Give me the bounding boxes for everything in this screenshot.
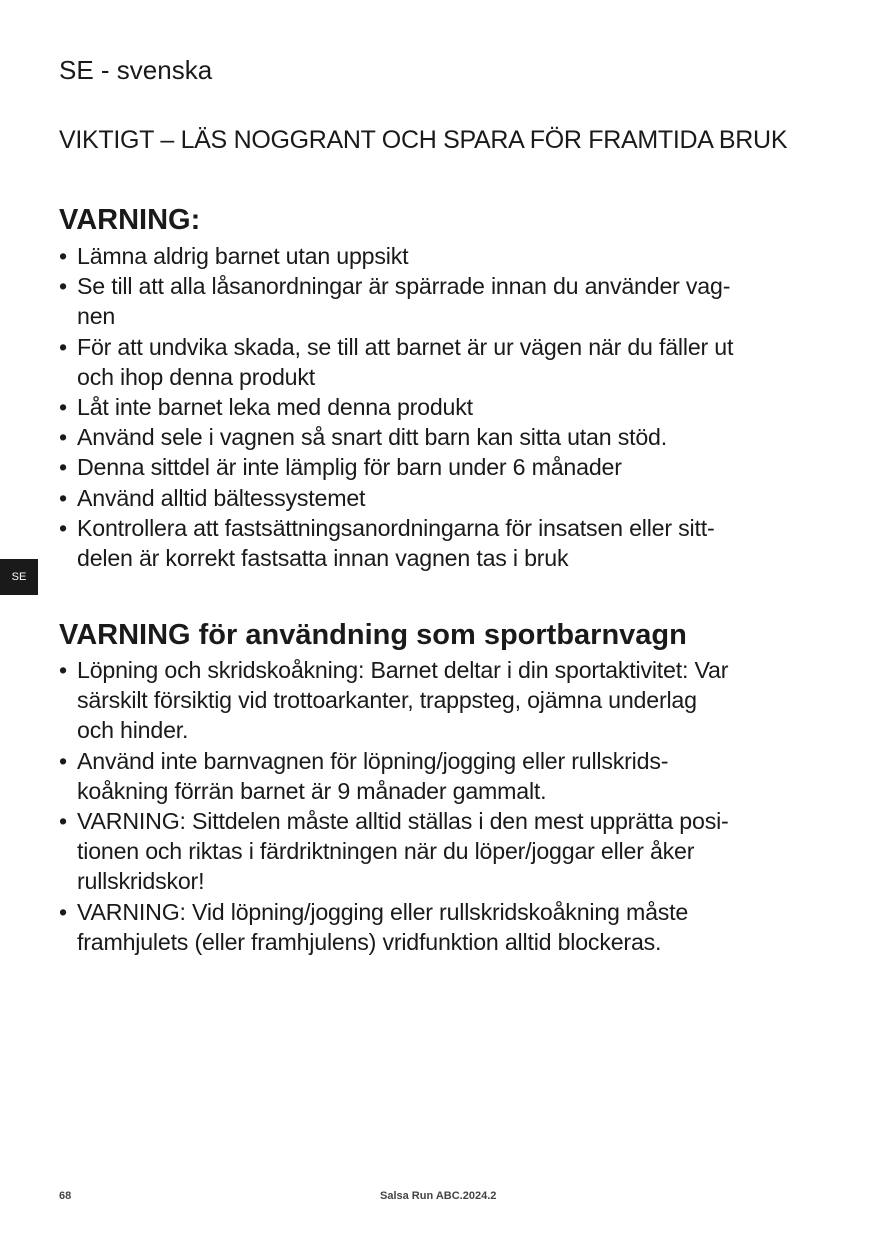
list-item-text: Låt inte barnet leka med denna produkt (77, 394, 473, 421)
list-item-text: Använd inte barnvagnen för löpning/jogging eller rullskrids- koåkning förrän barnet är 9 månader gammalt. (77, 747, 669, 804)
bullet-icon: • (59, 394, 67, 421)
language-title: SE - svenska (59, 55, 213, 85)
list-item (59, 241, 819, 271)
list-item-text: Löpning och skridskoåkning: Barnet deltar i din sportaktivitet: Var särskilt försiktig vid trottoarkanter, trappsteg, ojämna underlag och hinder. (77, 657, 729, 744)
list-item (59, 513, 819, 573)
bullet-icon: • (59, 424, 67, 451)
bullet-icon: • (59, 898, 67, 925)
page-number: 68 (59, 1190, 72, 1202)
list-item (59, 392, 819, 422)
list-item-text: VARNING: Sittdelen måste alltid ställas i den mest upprätta posi- tionen och riktas i färdriktningen när du löper/joggar eller åker rullskridskor! (77, 808, 729, 895)
list-item (59, 897, 819, 957)
list-item (59, 271, 819, 331)
list-item-text: Lämna aldrig barnet utan uppsikt (77, 243, 409, 269)
bullet-icon: • (59, 514, 67, 541)
bullet-icon: • (59, 484, 67, 511)
product-code: Salsa Run ABC.2024.2 (380, 1190, 497, 1202)
warning-list (59, 241, 819, 573)
list-item-text: Se till att alla låsanordningar är spärrade innan du använder vag- nen (77, 273, 731, 330)
bullet-icon: • (59, 333, 67, 360)
list-item-text: För att undvika skada, se till att barnet är ur vägen när du fäller ut och ihop denna produkt (77, 333, 734, 390)
bullet-icon: • (59, 273, 67, 300)
bullet-icon: • (59, 657, 67, 683)
bullet-icon: • (59, 747, 67, 774)
bullet-icon: • (59, 808, 67, 835)
list-item-text: Kontrollera att fastsättningsanordningarna för insatsen eller sitt- delen är korrekt fastsatta innan vagnen tas i bruk (77, 514, 715, 572)
list-item (59, 452, 819, 482)
list-item (59, 806, 819, 897)
sport-warning-list (59, 655, 819, 957)
warning-heading: VARNING: (59, 204, 201, 236)
list-item (59, 332, 819, 392)
list-item-text: Använd sele i vagnen så snart ditt barn kan sitta utan stöd. (77, 424, 667, 451)
sport-warning-heading: VARNING för användning som sportbarnvagn (59, 619, 687, 651)
bullet-icon: • (59, 243, 67, 269)
list-item-text: Använd alltid bältessystemet (77, 484, 366, 511)
language-side-tab: SE (0, 559, 38, 595)
list-item (59, 655, 819, 746)
important-notice: VIKTIGT – LÄS NOGGRANT OCH SPARA FÖR FRAMTIDA BRUK (59, 126, 788, 154)
list-item-text: Denna sittdel är inte lämplig för barn under 6 månader (77, 454, 622, 481)
bullet-icon: • (59, 454, 67, 481)
list-item (59, 422, 819, 452)
list-item (59, 746, 819, 806)
list-item (59, 483, 819, 513)
list-item-text: VARNING: Vid löpning/jogging eller rullskridskoåkning måste framhjulets (eller framhjulens) vridfunktion alltid blockeras. (77, 898, 689, 955)
